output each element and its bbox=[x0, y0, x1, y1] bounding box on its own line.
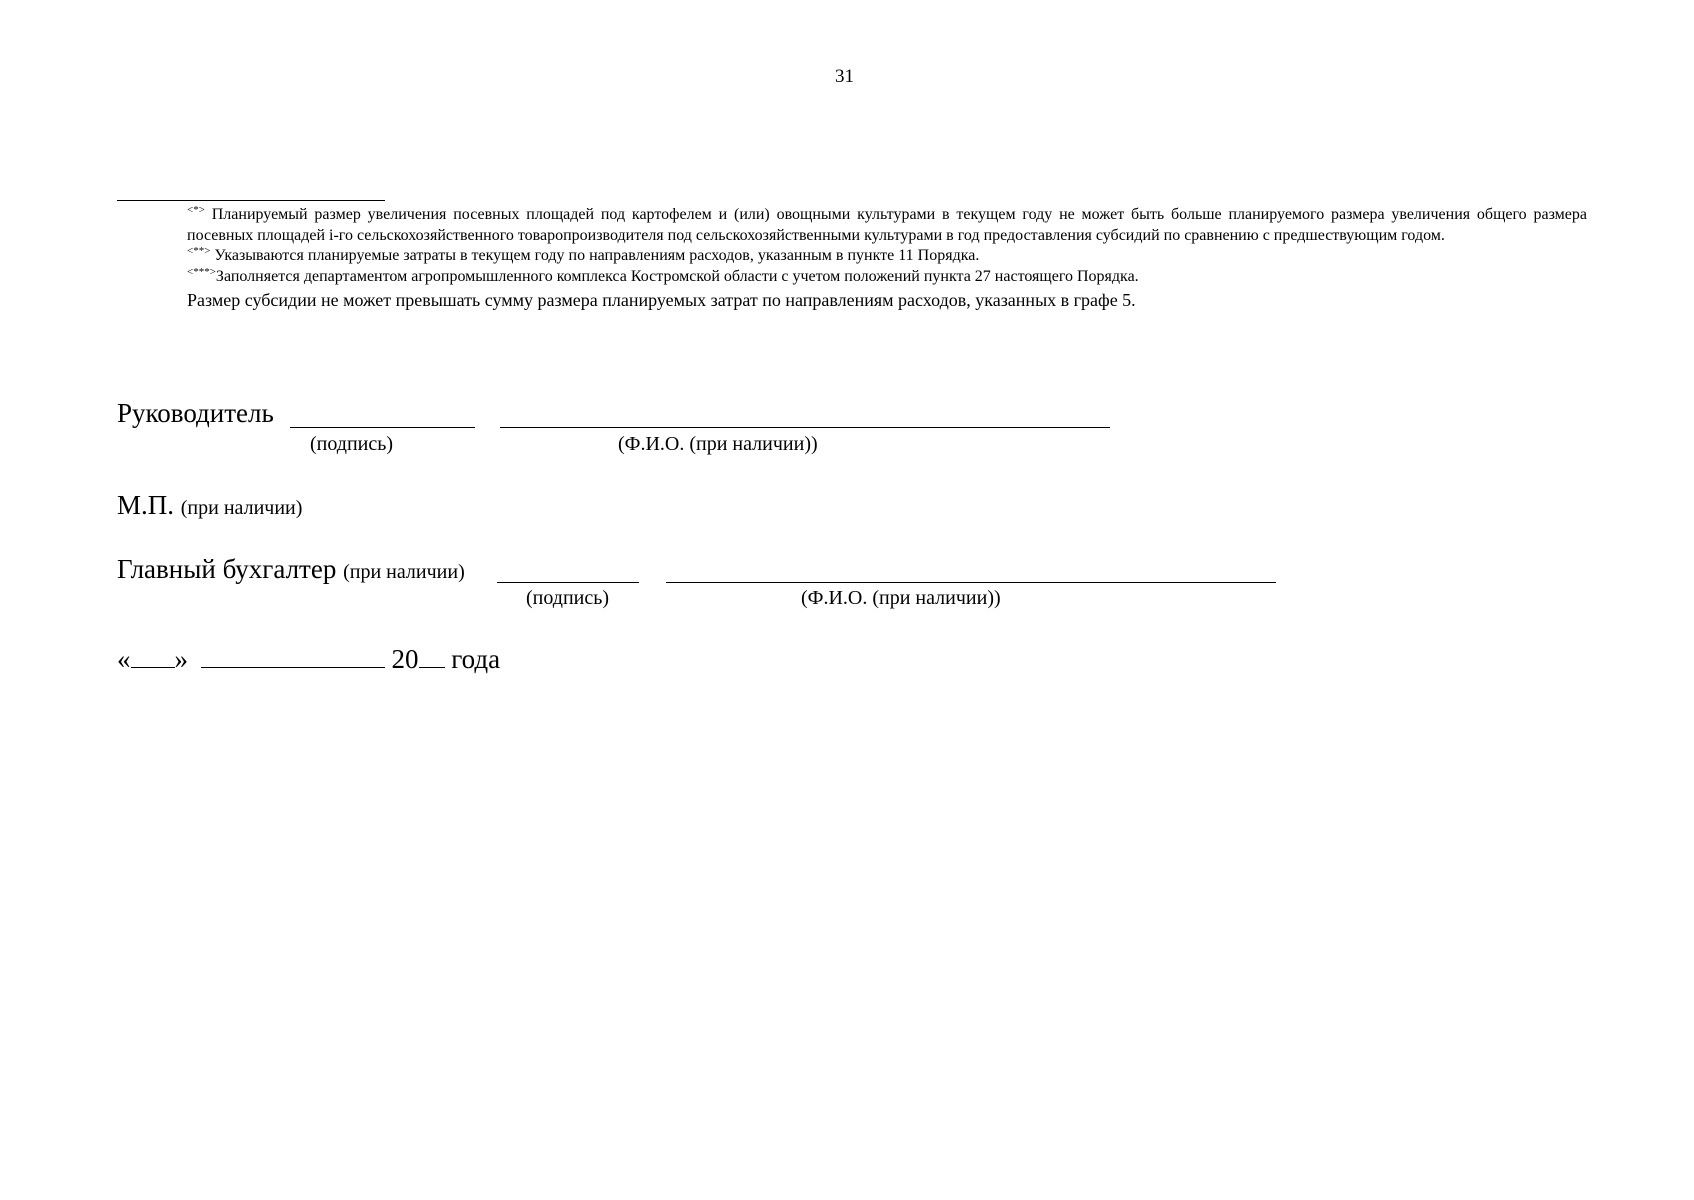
footnote-3-mark: <***> bbox=[187, 266, 216, 278]
footnote-1 bbox=[117, 205, 1587, 246]
accountant-row bbox=[117, 554, 465, 587]
day-blank[interactable] bbox=[131, 645, 175, 668]
accountant-name-caption: (Ф.И.О. (при наличии)) bbox=[801, 587, 1001, 609]
head-name-line[interactable] bbox=[500, 427, 1110, 428]
page-number: 31 bbox=[835, 66, 854, 87]
month-blank[interactable] bbox=[201, 645, 385, 668]
head-signature-line[interactable] bbox=[290, 427, 475, 428]
footnote-2-text: Указываются планируемые затраты в текущем году по направлениям расходов, указанным в пункте 11 Порядка. bbox=[210, 247, 980, 264]
accountant-name-line[interactable] bbox=[666, 582, 1276, 583]
year-prefix: 20 bbox=[391, 644, 419, 674]
year-suffix: года bbox=[451, 644, 501, 674]
year-blank[interactable] bbox=[419, 645, 445, 668]
footnote-2-mark: <**> bbox=[187, 245, 211, 257]
footnote-2 bbox=[117, 246, 1587, 267]
date-close-quote: » bbox=[174, 644, 188, 674]
head-name-caption: (Ф.И.О. (при наличии)) bbox=[618, 433, 818, 455]
accountant-signature-caption: (подпись) bbox=[526, 587, 610, 609]
stamp-note: (при наличии) bbox=[180, 497, 303, 519]
head-signature-caption: (подпись) bbox=[310, 433, 394, 455]
footnote-3 bbox=[117, 267, 1587, 288]
footnotes bbox=[117, 205, 1587, 312]
date-row bbox=[117, 644, 500, 674]
accountant-label: Главный бухгалтер bbox=[117, 554, 337, 584]
footnote-3-text: Заполняется департаментом агропромышленного комплекса Костромской области с учетом положений пункта 27 настоящего Порядка. bbox=[215, 268, 1139, 285]
date-open-quote: « bbox=[117, 644, 131, 674]
accountant-note: (при наличии) bbox=[343, 561, 465, 583]
footnote-divider bbox=[117, 200, 385, 201]
footnote-1-mark: <*> bbox=[187, 204, 205, 216]
subsidy-note: Размер субсидии не может превышать сумму размера планируемых затрат по направлениям расходов, указанных в графе 5. bbox=[187, 290, 1136, 310]
accountant-signature-line[interactable] bbox=[497, 582, 639, 583]
head-label: Руководитель bbox=[117, 398, 274, 428]
footnote-1-text: Планируемый размер увеличения посевных площадей под картофелем и (или) овощными культурами в текущем году не может быть больше планируемого размера увеличения общего размера посевных площадей i-го сельскохозяйственного товаропроизводителя под сельскохозяйственными культурами в год предоставления субсидий по сравнению с предшествующим годом. bbox=[187, 206, 1587, 244]
stamp-label: М.П. bbox=[117, 490, 175, 520]
stamp-row bbox=[117, 490, 302, 523]
